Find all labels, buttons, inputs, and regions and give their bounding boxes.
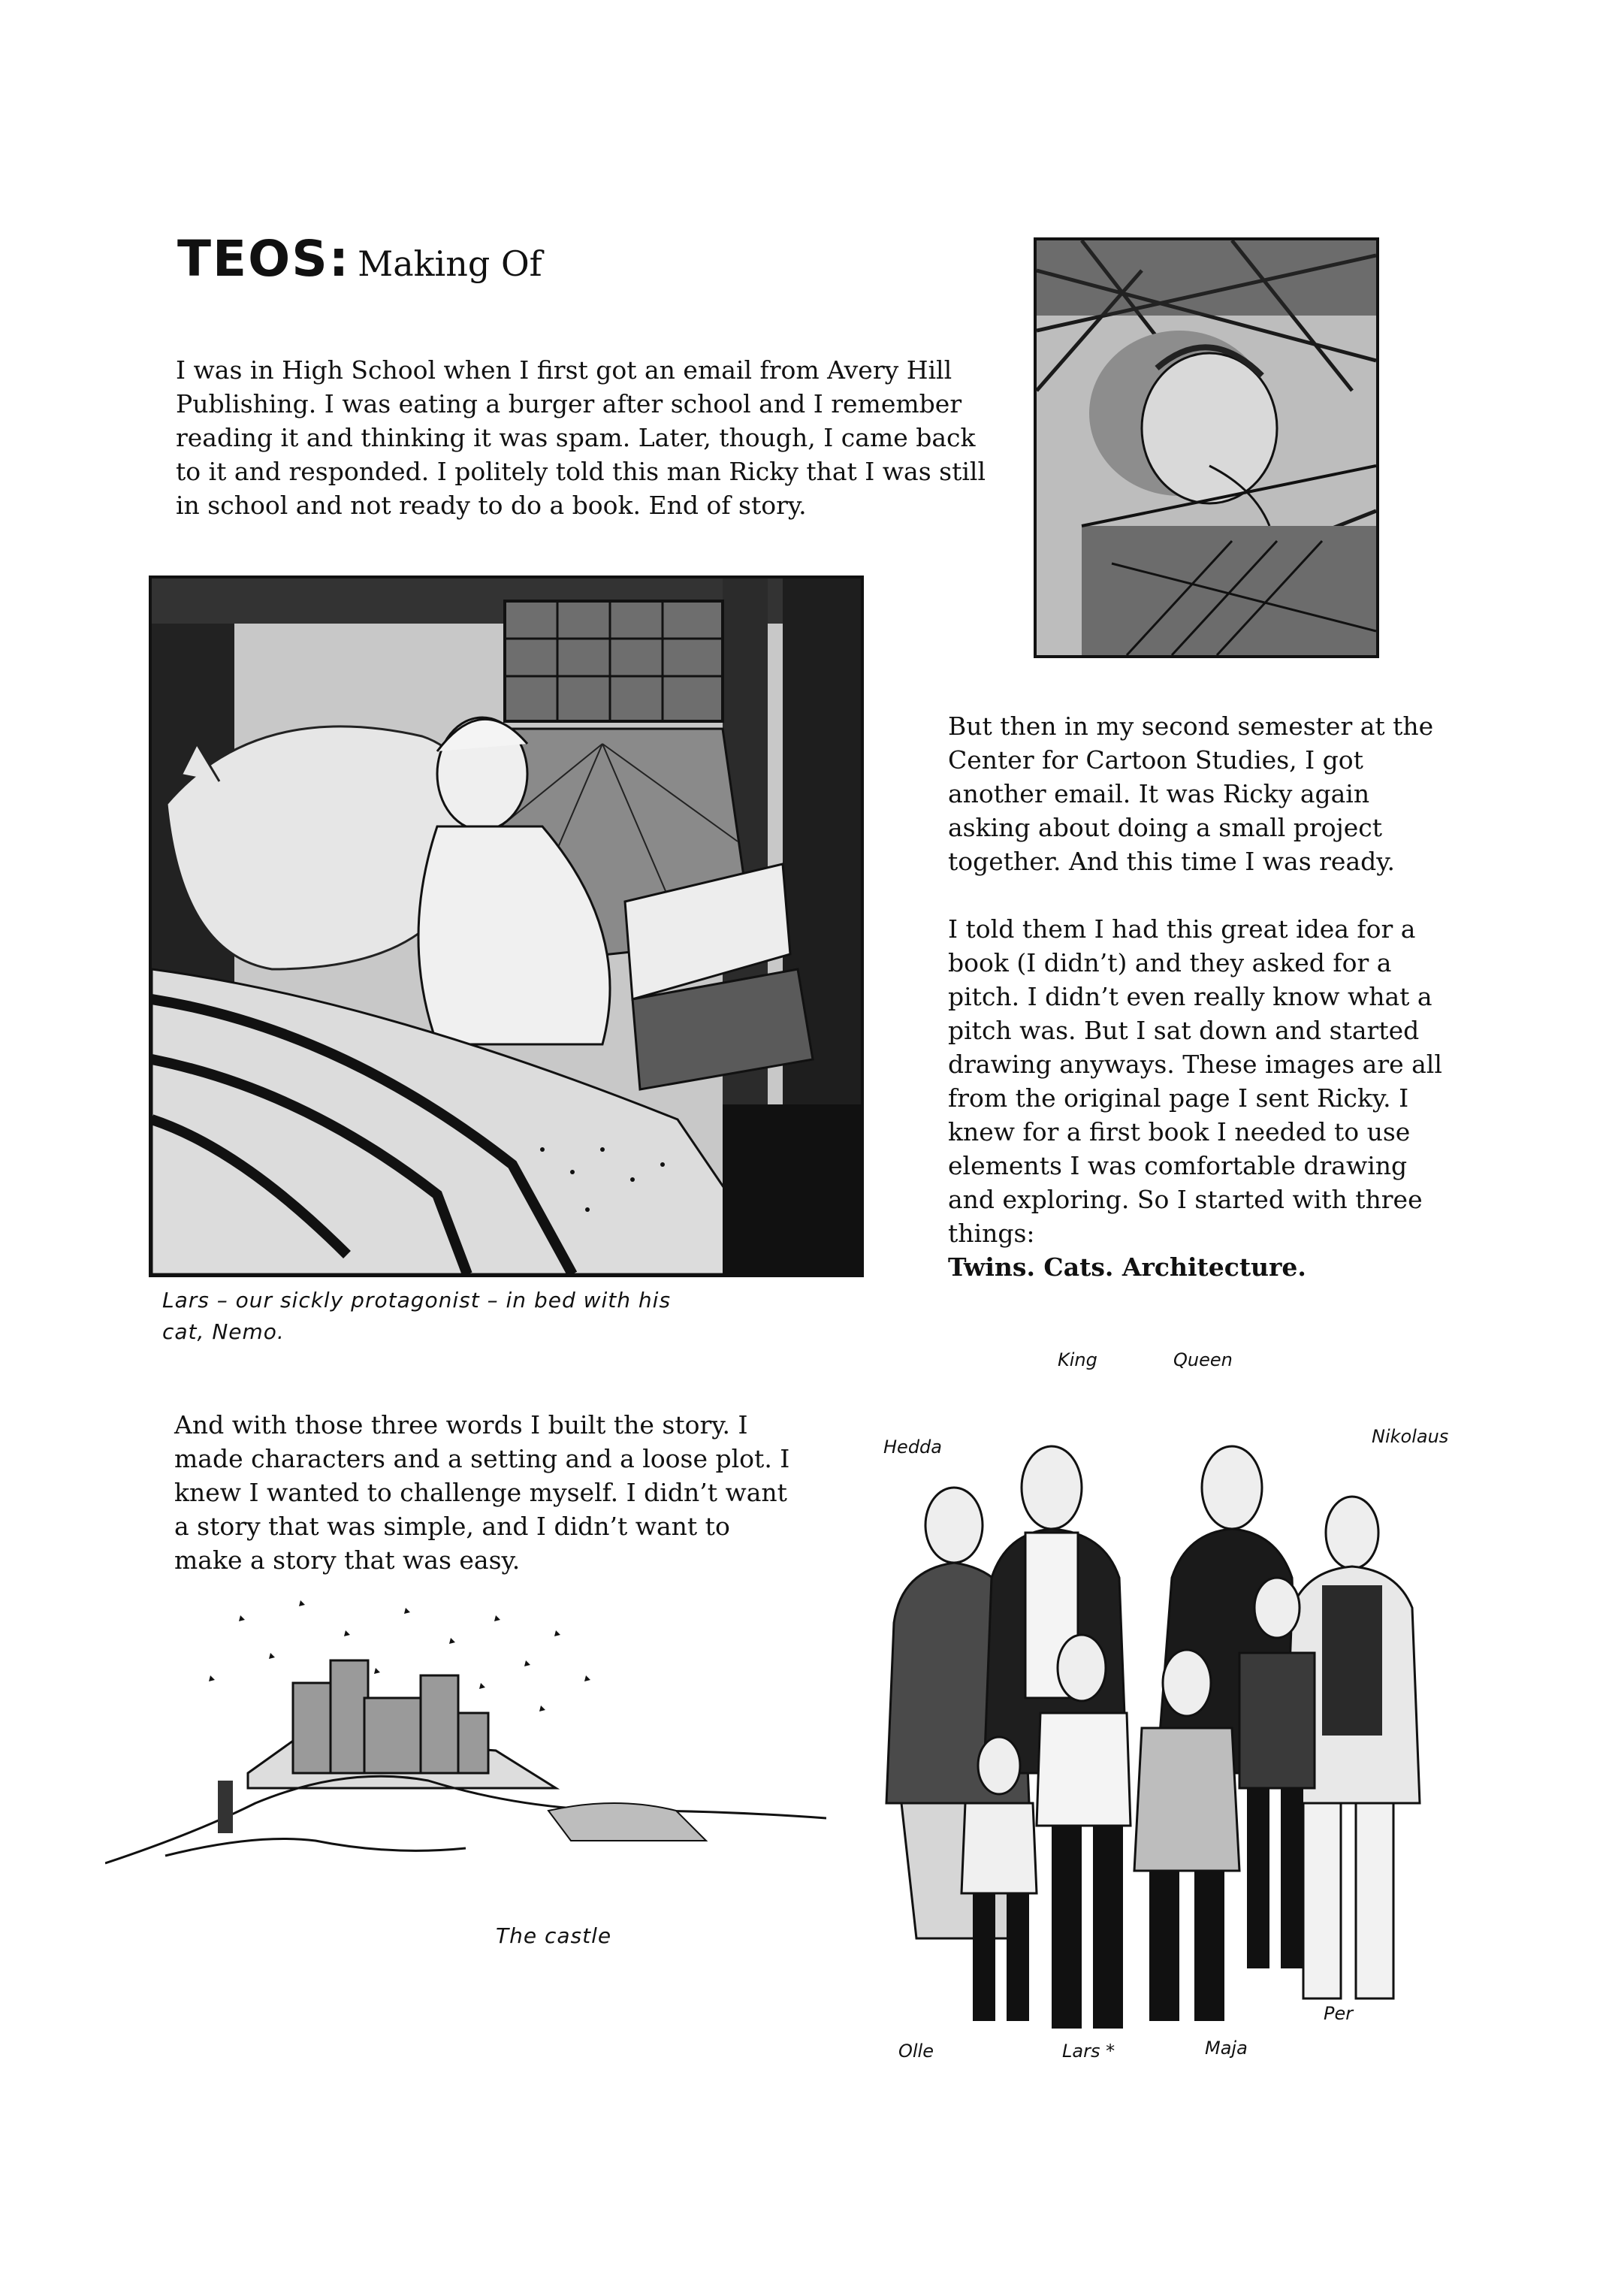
title-main: TEOS bbox=[177, 230, 329, 288]
label-king: King bbox=[1058, 1349, 1097, 1370]
label-maja: Maja bbox=[1205, 2038, 1248, 2059]
right-paragraph-2: I told them I had this great idea for a book (I didn’t) and they asked for a pitch. I didn’t even really know what a pitch was. But I sat down and started drawing anyways. These images are all from the original page I sent Ricky. I knew for a first book I needed to use elements I was comfortable drawing and exploring. So I started with three things: bbox=[948, 914, 1442, 1248]
label-nikolaus: Nikolaus bbox=[1372, 1426, 1449, 1447]
sleeping-boy-illustration bbox=[1034, 237, 1379, 658]
three-things: Twins. Cats. Architecture. bbox=[948, 1252, 1306, 1282]
label-lars: Lars * bbox=[1062, 2041, 1115, 2062]
label-hedda: Hedda bbox=[883, 1437, 942, 1458]
label-per: Per bbox=[1324, 2003, 1354, 2024]
label-queen: Queen bbox=[1173, 1349, 1233, 1370]
lars-in-bed-illustration bbox=[149, 576, 864, 1277]
label-olle: Olle bbox=[898, 2041, 934, 2062]
castle-caption: The castle bbox=[496, 1923, 612, 1948]
intro-paragraph: I was in High School when I first got an email from Avery Hill Publishing. I was eating a burger after school and I remember reading it and thinking it was spam. Later, though, I came back to it and responded. I politely told this man Ricky that I was still in school and not ready to do a book. End of story. bbox=[176, 355, 986, 520]
title-colon: : bbox=[328, 230, 351, 288]
royal-family-illustration bbox=[871, 1382, 1487, 2066]
right-paragraph-1: But then in my second semester at the Center for Cartoon Studies, I got another email. It was Ricky again asking about doing a small project together. And this time I was ready. bbox=[948, 711, 1434, 876]
page-title bbox=[177, 230, 542, 288]
title-sub: Making Of bbox=[358, 243, 542, 284]
bed-caption: Lars – our sickly protagonist – in bed with his cat, Nemo. bbox=[162, 1288, 672, 1344]
left-paragraph-3: And with those three words I built the story. I made characters and a setting and a loose plot. I knew I wanted to challenge myself. I didn’t want a story that was simple, and I didn’t want to make a story that was easy. bbox=[174, 1410, 790, 1575]
castle-illustration bbox=[105, 1585, 826, 1901]
